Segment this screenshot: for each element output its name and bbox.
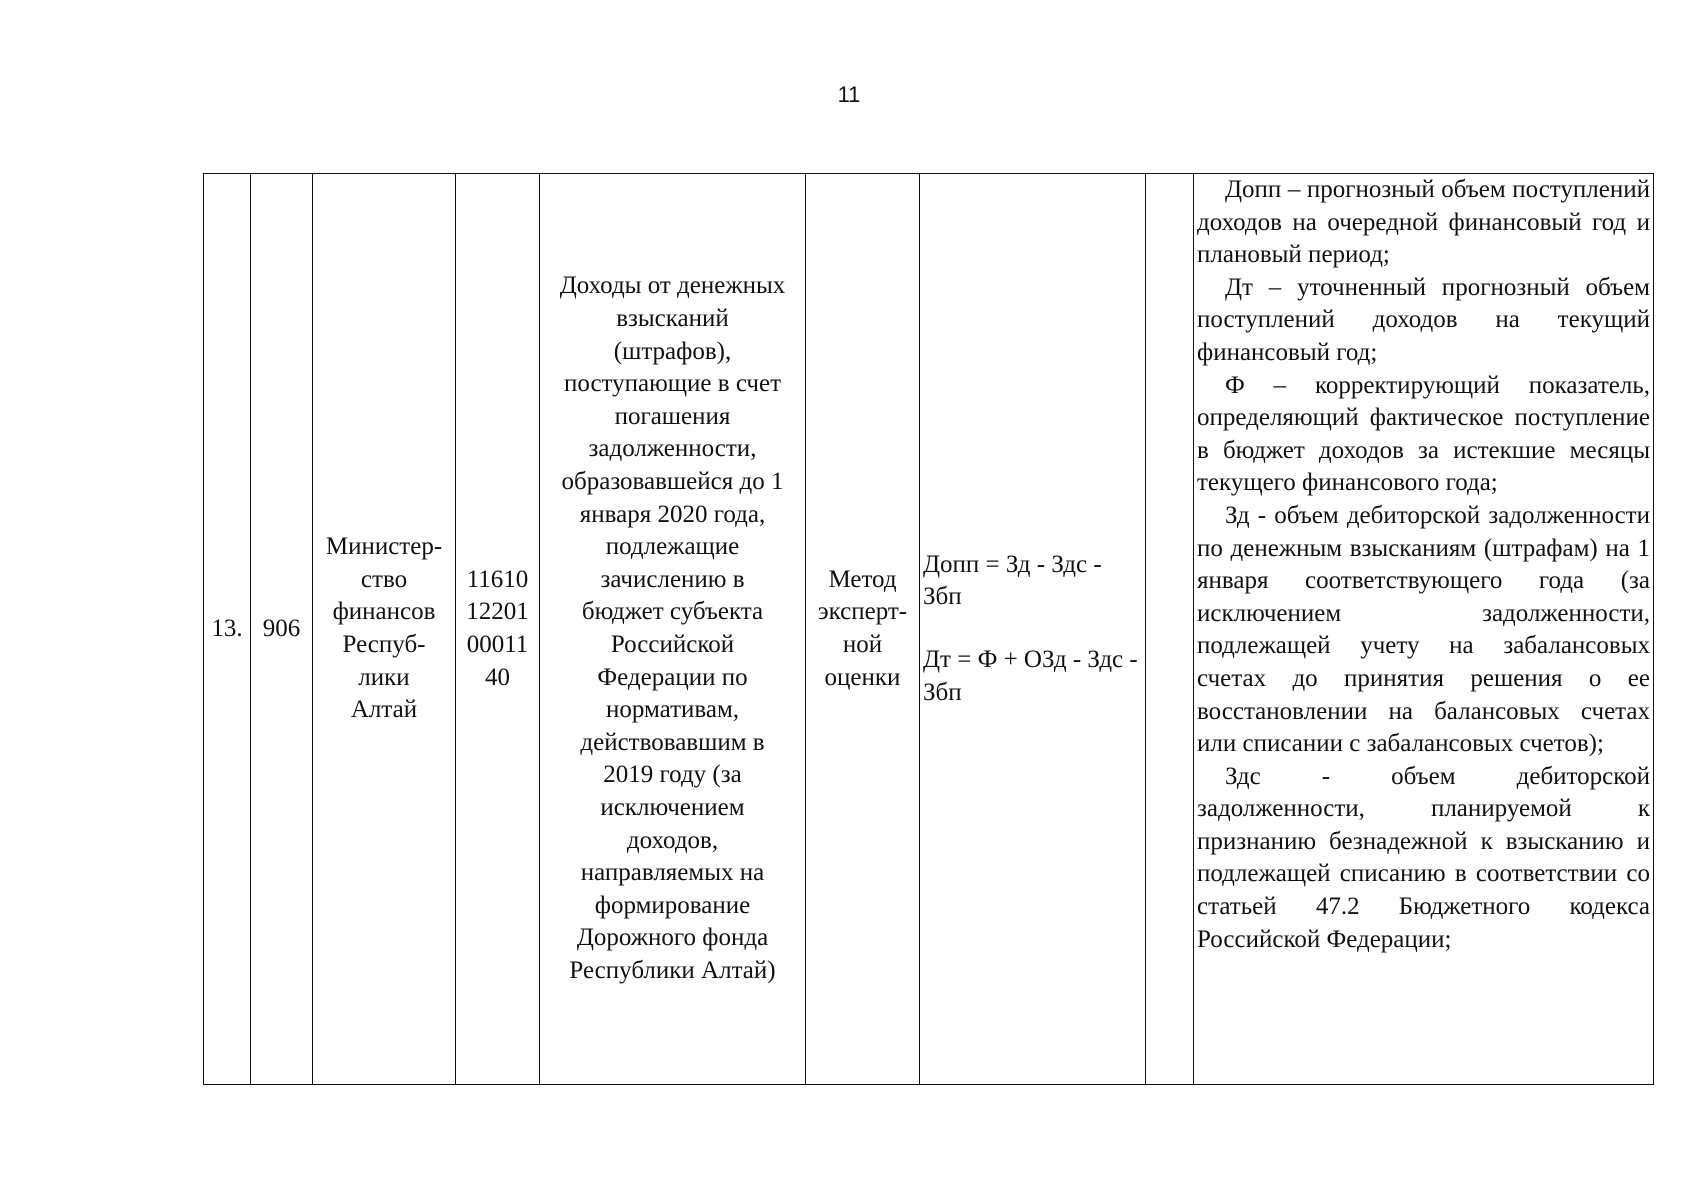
income-name-line: задолженности, [588,435,757,463]
income-name-line: формирование [594,891,751,919]
income-name-cell [540,174,806,1085]
description-paragraph: Зд - объем дебиторской задолженности по денежным взысканиям (штрафам) на 1 января соответствующего года (за исключением задолженности, подлежащей учету на забалансовых счетах до принятия решения о ее восстановлении на балансовых счетах или списании с забалансовых счетов); [1197,501,1650,758]
row-number-cell [204,174,251,1085]
income-name-line: Российской [610,631,735,658]
formula-current-year: Дт = Ф + ОЗд - Здс - Збп [923,646,1138,706]
empty-cell [1146,174,1194,1085]
admin-code-cell [251,174,313,1085]
organization-line: Алтай [350,696,418,724]
budget-code-line: 12201 [466,598,529,626]
income-name-line: взысканий [616,305,729,333]
income-name-line: подлежащие [605,533,740,561]
income-name-line: зачислению в [600,565,745,593]
income-name-line: погашения [614,402,731,430]
budget-code-line: 00011 [466,631,529,658]
income-name-line: (штрафов), [613,337,732,365]
income-name-line: Доходы от денежных [559,272,786,300]
income-name-line: 2019 году (за [603,761,742,789]
description-paragraph: Здс - объем дебиторской задолженности, планируемой к признанию безнадежной к взысканию и подлежащей списанию в соответствии со статьей 47.2 Бюджетного кодекса Российской Федерации; [1197,762,1650,953]
formula-forecast: Допп = Зд - Здс - Збп [923,550,1102,611]
income-name-line: нормативам, [605,696,740,724]
income-name-line: поступающие в счет [563,370,782,398]
budget-code-line: 40 [485,663,510,691]
income-name-line: Федерации по [597,663,748,691]
income-name-line: образовавшейся до 1 [561,468,784,496]
organization-cell [313,174,456,1085]
description-cell [1194,174,1654,1085]
income-name-line: января 2020 года, [579,500,766,528]
formula-cell [920,174,1146,1085]
organization-line: финансов [332,598,436,626]
method-line: эксперт- [817,598,908,626]
description-paragraph: Дт – уточненный прогнозный объем поступлений доходов на текущий финансовый год; [1197,273,1650,366]
description-paragraph: Допп – прогнозный объем поступлений доходов на очередной финансовый год и плановый период; [1197,176,1650,269]
income-name-line: направляемых на [580,859,765,887]
income-name-line: действовавшим в [580,728,765,756]
description-paragraph: Ф – корректирующий показатель, определяющий фактическое поступление в бюджет доходов за истекшие месяцы текущего финансового года; [1197,371,1650,497]
income-name-line: Республики Алтай) [569,956,776,984]
table-row [204,174,1654,1085]
page-number: 11 [837,82,861,107]
income-name-line: исключением [600,793,745,821]
row-number: 13. [211,614,243,642]
income-name-line: доходов, [626,826,719,854]
organization-line: лики [358,663,410,691]
income-forecast-table [203,173,1654,1085]
budget-code-line: 11610 [466,565,529,593]
method-cell [806,174,920,1085]
income-name-line: бюджет субъекта [581,598,764,626]
method-line: оценки [824,663,901,691]
income-name-line: Дорожного фонда [576,924,769,952]
admin-code: 906 [262,614,301,642]
method-line: ной [842,631,883,658]
organization-line: ство [360,565,408,593]
organization-line: Министер- [325,533,443,561]
budget-code-cell [456,174,540,1085]
organization-line: Респуб- [342,631,426,658]
method-line: Метод [828,565,897,593]
